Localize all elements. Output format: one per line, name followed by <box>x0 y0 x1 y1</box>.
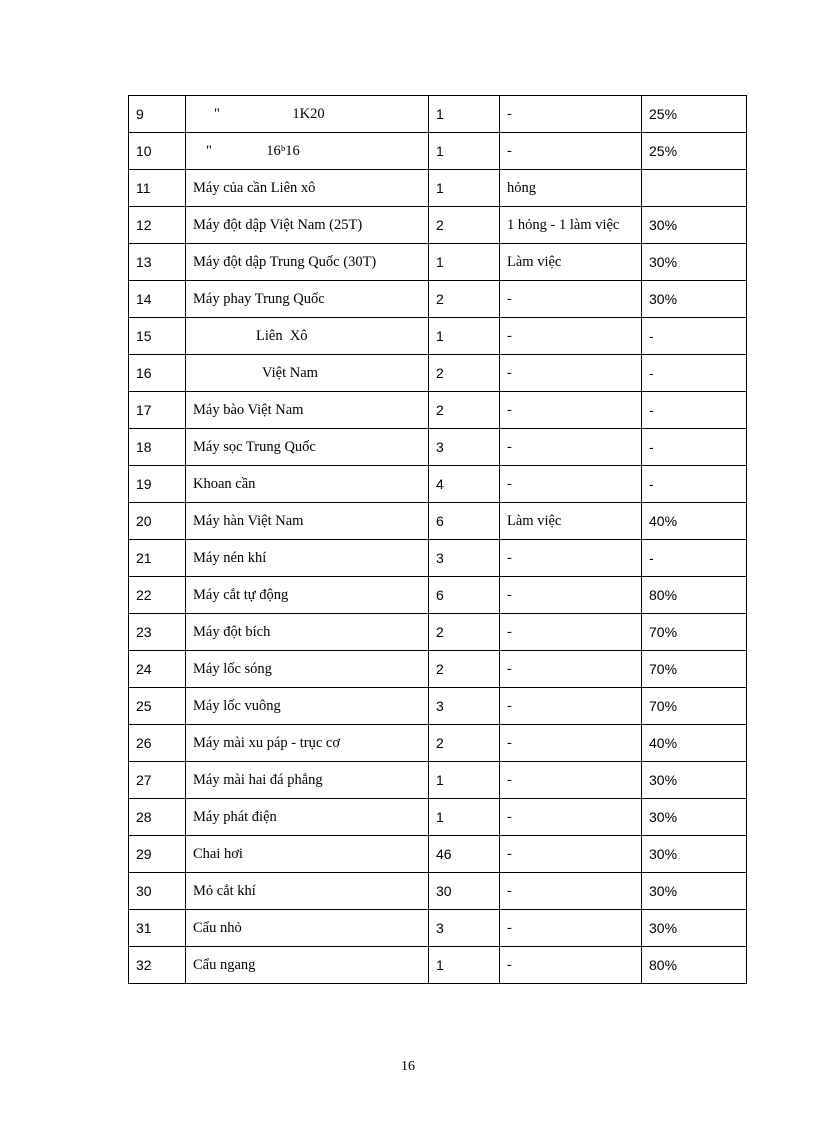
table-row <box>129 429 747 466</box>
table-row <box>129 540 747 577</box>
quantity-cell: 2 <box>429 281 500 318</box>
equipment-name-cell: Máy lốc vuông <box>186 688 429 725</box>
table-row <box>129 577 747 614</box>
equipment-table-body <box>129 96 747 984</box>
row-number-cell: 20 <box>129 503 186 540</box>
table-row <box>129 836 747 873</box>
row-number-cell: 13 <box>129 244 186 281</box>
status-cell: - <box>500 836 642 873</box>
table-row <box>129 688 747 725</box>
quantity-cell: 6 <box>429 503 500 540</box>
usage-rate-cell: - <box>642 355 747 392</box>
table-row <box>129 910 747 947</box>
quantity-cell: 1 <box>429 96 500 133</box>
equipment-name-cell: Máy phát điện <box>186 799 429 836</box>
usage-rate-cell: 80% <box>642 947 747 984</box>
table-row <box>129 355 747 392</box>
equipment-name-cell: Máy phay Trung Quốc <box>186 281 429 318</box>
equipment-name-cell: Cẩu nhỏ <box>186 910 429 947</box>
quantity-cell: 1 <box>429 318 500 355</box>
usage-rate-cell: 30% <box>642 873 747 910</box>
row-number-cell: 29 <box>129 836 186 873</box>
status-cell: - <box>500 762 642 799</box>
usage-rate-cell: 30% <box>642 910 747 947</box>
table-row <box>129 725 747 762</box>
quantity-cell: 30 <box>429 873 500 910</box>
status-cell: - <box>500 133 642 170</box>
quantity-cell: 2 <box>429 725 500 762</box>
quantity-cell: 1 <box>429 244 500 281</box>
table-row <box>129 614 747 651</box>
usage-rate-cell: 25% <box>642 96 747 133</box>
status-cell: - <box>500 651 642 688</box>
row-number-cell: 17 <box>129 392 186 429</box>
equipment-name-cell: Cẩu ngang <box>186 947 429 984</box>
equipment-name-cell: Máy lốc sóng <box>186 651 429 688</box>
row-number-cell: 11 <box>129 170 186 207</box>
quantity-cell: 1 <box>429 947 500 984</box>
quantity-cell: 2 <box>429 614 500 651</box>
usage-rate-cell: 30% <box>642 207 747 244</box>
status-cell: - <box>500 96 642 133</box>
equipment-name-cell: Máy nén khí <box>186 540 429 577</box>
row-number-cell: 27 <box>129 762 186 799</box>
usage-rate-cell: 70% <box>642 651 747 688</box>
usage-rate-cell: 40% <box>642 503 747 540</box>
equipment-name-cell: Việt Nam <box>186 355 429 392</box>
equipment-name-cell: Máy sọc Trung Quốc <box>186 429 429 466</box>
row-number-cell: 24 <box>129 651 186 688</box>
table-row <box>129 318 747 355</box>
status-cell: hỏng <box>500 170 642 207</box>
usage-rate-cell: 40% <box>642 725 747 762</box>
table-row <box>129 466 747 503</box>
usage-rate-cell: 30% <box>642 244 747 281</box>
table-row <box>129 96 747 133</box>
row-number-cell: 32 <box>129 947 186 984</box>
status-cell: Làm việc <box>500 503 642 540</box>
status-cell: - <box>500 540 642 577</box>
row-number-cell: 26 <box>129 725 186 762</box>
status-cell: - <box>500 355 642 392</box>
quantity-cell: 3 <box>429 540 500 577</box>
row-number-cell: 25 <box>129 688 186 725</box>
equipment-name-cell: Liên Xô <box>186 318 429 355</box>
quantity-cell: 1 <box>429 799 500 836</box>
usage-rate-cell <box>642 170 747 207</box>
row-number-cell: 9 <box>129 96 186 133</box>
row-number-cell: 19 <box>129 466 186 503</box>
usage-rate-cell: - <box>642 318 747 355</box>
status-cell: - <box>500 910 642 947</box>
row-number-cell: 15 <box>129 318 186 355</box>
equipment-name-cell: Máy bào Việt Nam <box>186 392 429 429</box>
status-cell: 1 hỏng - 1 làm việc <box>500 207 642 244</box>
quantity-cell: 2 <box>429 355 500 392</box>
table-row <box>129 170 747 207</box>
equipment-table <box>128 95 747 984</box>
equipment-name-cell: Máy hàn Việt Nam <box>186 503 429 540</box>
table-row <box>129 244 747 281</box>
table-row <box>129 392 747 429</box>
usage-rate-cell: 30% <box>642 799 747 836</box>
quantity-cell: 1 <box>429 133 500 170</box>
quantity-cell: 2 <box>429 207 500 244</box>
row-number-cell: 23 <box>129 614 186 651</box>
equipment-name-cell: Chai hơi <box>186 836 429 873</box>
quantity-cell: 4 <box>429 466 500 503</box>
status-cell: - <box>500 725 642 762</box>
row-number-cell: 21 <box>129 540 186 577</box>
status-cell: - <box>500 429 642 466</box>
row-number-cell: 12 <box>129 207 186 244</box>
table-row <box>129 133 747 170</box>
quantity-cell: 2 <box>429 651 500 688</box>
row-number-cell: 22 <box>129 577 186 614</box>
status-cell: - <box>500 392 642 429</box>
quantity-cell: 3 <box>429 910 500 947</box>
row-number-cell: 16 <box>129 355 186 392</box>
equipment-name-cell: Máy của cần Liên xô <box>186 170 429 207</box>
table-row <box>129 947 747 984</box>
table-row <box>129 207 747 244</box>
usage-rate-cell: - <box>642 540 747 577</box>
equipment-name-cell: Máy mài xu páp - trục cơ <box>186 725 429 762</box>
row-number-cell: 18 <box>129 429 186 466</box>
quantity-cell: 46 <box>429 836 500 873</box>
quantity-cell: 1 <box>429 762 500 799</box>
usage-rate-cell: - <box>642 466 747 503</box>
row-number-cell: 30 <box>129 873 186 910</box>
quantity-cell: 3 <box>429 688 500 725</box>
equipment-name-cell: Máy mài hai đá phẳng <box>186 762 429 799</box>
quantity-cell: 6 <box>429 577 500 614</box>
page-number: 16 <box>401 1059 415 1074</box>
usage-rate-cell: - <box>642 392 747 429</box>
usage-rate-cell: 80% <box>642 577 747 614</box>
quantity-cell: 1 <box>429 170 500 207</box>
status-cell: - <box>500 614 642 651</box>
table-row <box>129 873 747 910</box>
equipment-name-cell: Máy cắt tự động <box>186 577 429 614</box>
equipment-name-cell: " 16ᵇ16 <box>186 133 429 170</box>
equipment-name-cell: Khoan cần <box>186 466 429 503</box>
status-cell: - <box>500 318 642 355</box>
status-cell: - <box>500 577 642 614</box>
status-cell: - <box>500 873 642 910</box>
usage-rate-cell: 70% <box>642 614 747 651</box>
table-row <box>129 799 747 836</box>
row-number-cell: 10 <box>129 133 186 170</box>
usage-rate-cell: 30% <box>642 281 747 318</box>
status-cell: - <box>500 947 642 984</box>
table-row <box>129 281 747 318</box>
usage-rate-cell: 25% <box>642 133 747 170</box>
status-cell: - <box>500 799 642 836</box>
equipment-name-cell: " 1K20 <box>186 96 429 133</box>
status-cell: - <box>500 688 642 725</box>
table-row <box>129 651 747 688</box>
row-number-cell: 31 <box>129 910 186 947</box>
usage-rate-cell: 30% <box>642 762 747 799</box>
quantity-cell: 3 <box>429 429 500 466</box>
equipment-name-cell: Máy đột bích <box>186 614 429 651</box>
row-number-cell: 28 <box>129 799 186 836</box>
usage-rate-cell: - <box>642 429 747 466</box>
row-number-cell: 14 <box>129 281 186 318</box>
status-cell: Làm việc <box>500 244 642 281</box>
status-cell: - <box>500 281 642 318</box>
equipment-name-cell: Máy đột dập Việt Nam (25T) <box>186 207 429 244</box>
table-row <box>129 503 747 540</box>
usage-rate-cell: 30% <box>642 836 747 873</box>
equipment-name-cell: Máy đột dập Trung Quốc (30T) <box>186 244 429 281</box>
equipment-name-cell: Mỏ cắt khí <box>186 873 429 910</box>
table-row <box>129 762 747 799</box>
usage-rate-cell: 70% <box>642 688 747 725</box>
status-cell: - <box>500 466 642 503</box>
quantity-cell: 2 <box>429 392 500 429</box>
